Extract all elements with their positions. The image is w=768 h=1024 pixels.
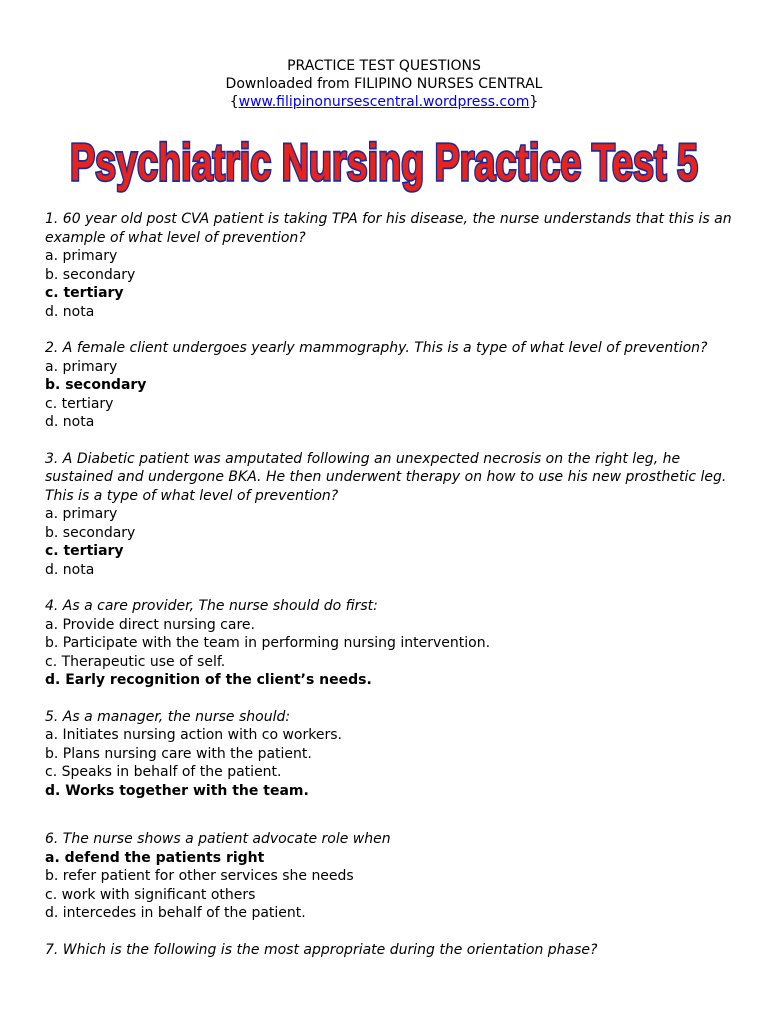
answer-option: c. tertiary [45, 395, 114, 412]
answer-option: d. nota [45, 303, 95, 320]
header-link-line [0, 93, 768, 111]
answer-option: b. Plans nursing care with the patient. [45, 745, 312, 762]
question-block [45, 339, 735, 432]
answer-option: a. primary [45, 358, 118, 375]
answer-option-correct: c. tertiary [45, 543, 124, 559]
question-stem: 2. A female client undergoes yearly mammography. This is a type of what level of prevention? [45, 340, 708, 356]
document-header [0, 57, 768, 111]
answer-option-correct: b. secondary [45, 377, 147, 393]
answer-option: c. work with significant others [45, 886, 256, 903]
answer-option: a. Initiates nursing action with co workers. [45, 727, 342, 743]
answer-option: c. Therapeutic use of self. [45, 653, 226, 670]
question-stem: 1. 60 year old post CVA patient is taking TPA for his disease, the nurse understands that this is an example of what level of prevention? [45, 211, 732, 246]
website-link[interactable]: www.filipinonursescentral.wordpress.com [238, 94, 530, 110]
answer-option: b. Participate with the team in performing nursing intervention. [45, 635, 491, 651]
header-source: Downloaded from FILIPINO NURSES CENTRAL [225, 76, 543, 92]
answer-option: d. nota [45, 414, 95, 430]
answer-option-correct: d. Works together with the team. [45, 782, 309, 799]
question-block [45, 597, 735, 690]
answer-option: c. Speaks in behalf of the patient. [45, 764, 282, 780]
answer-option: b. refer patient for other services she needs [45, 868, 354, 884]
question-block [45, 830, 735, 923]
question-block [45, 210, 735, 321]
answer-option: b. secondary [45, 266, 136, 283]
banner-title-text: Psychiatric Nursing Practice Test 5 [70, 134, 698, 192]
question-list [45, 210, 735, 977]
question-stem: 3. A Diabetic patient was amputated following an unexpected necrosis on the right leg, he sustained and undergone BKA. He then underwent therapy on how to use his new prosthetic leg. This is a type of what level of prevention? [45, 450, 727, 504]
answer-option: d. nota [45, 561, 95, 578]
question-block [45, 941, 735, 960]
question-stem: 4. As a care provider, The nurse should do first: [45, 598, 378, 614]
link-close-brace: } [529, 94, 539, 110]
question-block [45, 708, 735, 801]
question-stem: 5. As a manager, the nurse should: [45, 708, 291, 725]
title-banner-art [0, 122, 768, 194]
link-open-brace: { [229, 94, 239, 110]
title-banner [0, 122, 768, 194]
question-block [45, 450, 735, 580]
question-stem: 6. The nurse shows a patient advocate role when [45, 831, 391, 847]
answer-option: a. primary [45, 248, 118, 264]
answer-option-correct: c. tertiary [45, 285, 124, 301]
answer-option-correct: a. defend the patients right [45, 849, 265, 866]
header-title: PRACTICE TEST QUESTIONS [287, 58, 481, 74]
answer-option: a. primary [45, 506, 118, 522]
answer-option-correct: d. Early recognition of the client’s needs. [45, 672, 372, 688]
answer-option: a. Provide direct nursing care. [45, 616, 255, 633]
answer-option: b. secondary [45, 524, 136, 541]
answer-option: d. intercedes in behalf of the patient. [45, 905, 306, 921]
question-stem: 7. Which is the following is the most appropriate during the orientation phase? [45, 941, 598, 958]
